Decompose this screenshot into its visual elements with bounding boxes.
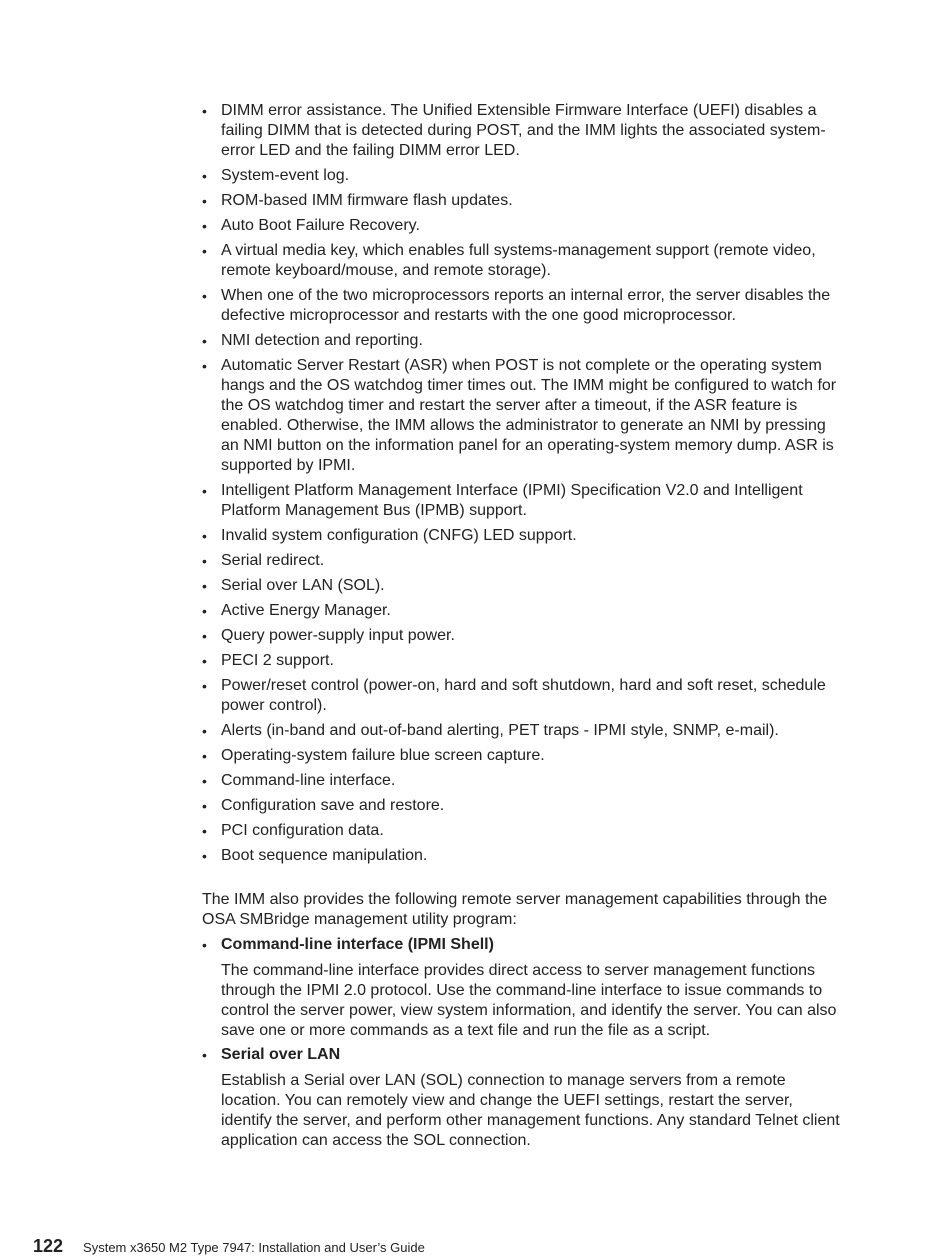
intro-paragraph: The IMM also provides the following remote server management capabilities through the OSA SMBridge management utility program: (202, 891, 828, 928)
list-item: • System-event log. (202, 166, 842, 186)
list-item: • Configuration save and restore. (202, 796, 842, 816)
capability-item (202, 1045, 842, 1151)
capability-list (202, 935, 842, 1151)
list-item: • Boot sequence manipulation. (202, 846, 842, 866)
page-number: 122 (33, 1236, 64, 1256)
list-item: • Automatic Server Restart (ASR) when POST is not complete or the operating system hangs and the OS watchdog timer times out. The IMM might be configured to watch for the OS watchdog timer and restart the server after a timeout, if the ASR feature is enabled. Otherwise, the IMM allows the administrator to generate an NMI by pressing an NMI button on the information panel for an operating-system memory dump. ASR is supported by IPMI. (202, 356, 842, 476)
list-item: • DIMM error assistance. The Unified Extensible Firmware Interface (UEFI) disables a failing DIMM that is detected during POST, and the IMM lights the associated system-error LED and the failing DIMM error LED. (202, 101, 842, 161)
list-item: • A virtual media key, which enables full systems-management support (remote video, remote keyboard/mouse, and remote storage). (202, 241, 842, 281)
page-content (202, 101, 842, 1155)
list-item: • Alerts (in-band and out-of-band alerting, PET traps - IPMI style, SNMP, e-mail). (202, 721, 842, 741)
list-item: • Power/reset control (power-on, hard and soft shutdown, hard and soft reset, schedule power control). (202, 676, 842, 716)
capability-description: Establish a Serial over LAN (SOL) connection to manage servers from a remote location. You can remotely view and change the UEFI settings, restart the server, identify the server, and perform other management functions. Any standard Telnet client application can access the SOL connection. (221, 1072, 840, 1149)
capability-item (202, 935, 842, 1041)
footer-title: System x3650 M2 Type 7947: Installation and User’s Guide (83, 1240, 425, 1255)
capability-title: • Serial over LAN (221, 1046, 341, 1063)
list-item: • PECI 2 support. (202, 651, 842, 671)
list-item: • NMI detection and reporting. (202, 331, 842, 351)
list-item: • Command-line interface. (202, 771, 842, 791)
list-item: • Serial over LAN (SOL). (202, 576, 842, 596)
list-item: • Query power-supply input power. (202, 626, 842, 646)
list-item: • Intelligent Platform Management Interface (IPMI) Specification V2.0 and Intelligent Platform Management Bus (IPMB) support. (202, 481, 842, 521)
list-item: • ROM-based IMM firmware flash updates. (202, 191, 842, 211)
capability-description: The command-line interface provides direct access to server management functions through the IPMI 2.0 protocol. Use the command-line interface to issue commands to control the server power, view system information, and identify the server. You can also save one or more commands as a text file and run the file as a script. (221, 962, 837, 1039)
page-footer (33, 1236, 425, 1257)
list-item: • Operating-system failure blue screen capture. (202, 746, 842, 766)
list-item: • When one of the two microprocessors reports an internal error, the server disables the defective microprocessor and restarts with the one good microprocessor. (202, 286, 842, 326)
list-item: • PCI configuration data. (202, 821, 842, 841)
list-item: • Serial redirect. (202, 551, 842, 571)
list-item: • Invalid system configuration (CNFG) LED support. (202, 526, 842, 546)
list-item: • Auto Boot Failure Recovery. (202, 216, 842, 236)
feature-list (202, 101, 842, 866)
capability-title: • Command-line interface (IPMI Shell) (221, 936, 494, 953)
list-item: • Active Energy Manager. (202, 601, 842, 621)
